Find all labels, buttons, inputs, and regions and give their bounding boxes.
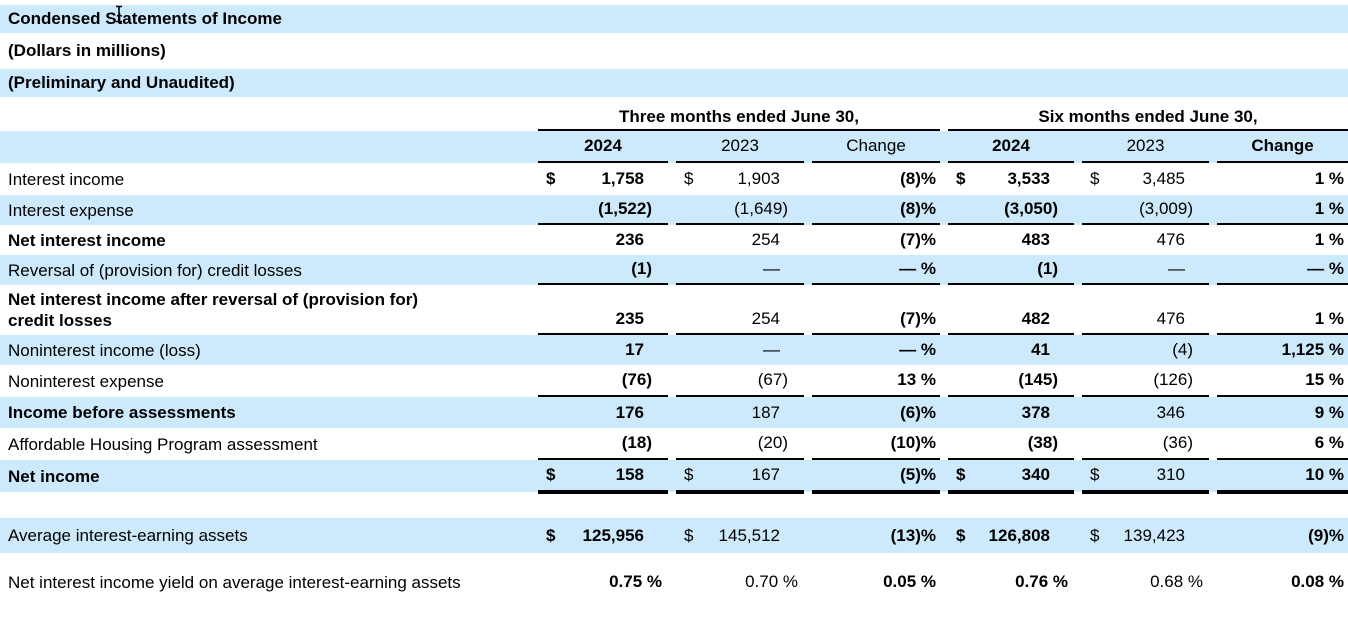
cell-value: 0.76 %	[1015, 572, 1068, 591]
dollar-sign: $	[684, 169, 694, 188]
cell-value: 9 %	[1314, 402, 1344, 422]
spacer-row	[0, 492, 1348, 518]
cell-3mo-change	[812, 163, 940, 195]
cell-3mo-2023	[676, 518, 804, 553]
cell-3mo-2023	[676, 255, 804, 285]
cell-value: (10)%	[890, 433, 936, 452]
cell-6mo-2024	[948, 553, 1074, 611]
table-row	[0, 285, 1348, 335]
cell-value: 3,485	[1142, 169, 1185, 188]
cell-value: 482	[1021, 309, 1050, 328]
row-label: Affordable Housing Program assessment	[8, 434, 318, 454]
cell-value: 1 %	[1314, 169, 1344, 188]
dollar-sign: $	[1090, 525, 1100, 545]
cell-value: — %	[899, 259, 936, 278]
group-six-months: Six months ended June 30,	[948, 107, 1348, 131]
table-row	[0, 460, 1348, 492]
col-header-6mo-2024: 2024	[948, 131, 1074, 163]
row-label: Noninterest expense	[8, 371, 164, 391]
cell-6mo-2023	[1082, 365, 1209, 397]
cell-value: 176	[615, 402, 644, 422]
cell-value: (20)	[757, 433, 788, 452]
cell-6mo-2024	[948, 335, 1074, 365]
cell-value: 476	[1156, 309, 1185, 328]
cell-value: 139,423	[1123, 525, 1185, 545]
cell-value: (126)	[1153, 370, 1193, 389]
text-cursor-icon	[112, 5, 126, 25]
cell-value: (8)%	[900, 169, 936, 188]
cell-value: 41	[1031, 340, 1050, 359]
cell-3mo-2023	[676, 163, 804, 195]
cell-6mo-change	[1217, 335, 1348, 365]
cell-3mo-2023	[676, 397, 804, 428]
cell-6mo-2024	[948, 195, 1074, 225]
cell-3mo-2024	[538, 553, 668, 611]
cell-value: 1 %	[1314, 230, 1344, 249]
cell-value: 310	[1156, 465, 1185, 484]
row-label: Interest income	[8, 169, 125, 189]
group-three-months: Three months ended June 30,	[538, 107, 940, 131]
cell-6mo-change	[1217, 195, 1348, 225]
cell-value: (3,009)	[1139, 199, 1193, 218]
cell-value: — %	[899, 340, 936, 359]
cell-value: 483	[1021, 230, 1050, 249]
row-label: Reversal of (provision for) credit losses	[8, 260, 302, 280]
table-row	[0, 518, 1348, 553]
cell-3mo-2023	[676, 553, 804, 611]
cell-value: 158	[615, 465, 644, 484]
dollar-sign: $	[956, 169, 966, 188]
row-label: Net income	[8, 466, 100, 486]
cell-value: (5)%	[900, 465, 936, 484]
cell-6mo-change	[1217, 397, 1348, 428]
cell-value: 0.05 %	[883, 572, 936, 591]
cell-value: 187	[751, 402, 780, 422]
cell-6mo-2023	[1082, 335, 1209, 365]
cell-value: 254	[751, 230, 780, 249]
cell-6mo-2024	[948, 518, 1074, 553]
cell-value: (67)	[757, 370, 788, 389]
cell-6mo-change	[1217, 428, 1348, 460]
column-header-spacer	[0, 131, 530, 163]
cell-3mo-change	[812, 285, 940, 335]
dollar-sign: $	[546, 465, 556, 484]
cell-6mo-2023	[1082, 518, 1209, 553]
cell-6mo-2024	[948, 163, 1074, 195]
cell-value: 236	[615, 230, 644, 249]
group-header-row	[0, 97, 1348, 131]
cell-6mo-change	[1217, 163, 1348, 195]
cell-value: 1 %	[1314, 309, 1344, 328]
cell-value: (6)%	[900, 402, 936, 422]
row-label: Income before assessments	[8, 403, 236, 422]
row-label: Net interest income	[8, 230, 166, 250]
cell-3mo-2024	[538, 285, 668, 335]
cell-value: (18)	[621, 433, 652, 452]
cell-value: 340	[1021, 465, 1050, 484]
units-subtitle: (Dollars in millions)	[8, 41, 166, 60]
cell-value: (4)	[1172, 340, 1193, 359]
cell-6mo-2024	[948, 255, 1074, 285]
cell-6mo-change	[1217, 285, 1348, 335]
cell-6mo-2024	[948, 365, 1074, 397]
cell-3mo-change	[812, 365, 940, 397]
cell-6mo-2024	[948, 225, 1074, 255]
col-header-3mo-2023: 2023	[676, 131, 804, 163]
dollar-sign: $	[684, 465, 694, 484]
table-row	[0, 553, 1348, 611]
dollar-sign: $	[1090, 169, 1100, 188]
cell-6mo-2023	[1082, 163, 1209, 195]
col-header-3mo-change: Change	[812, 131, 940, 163]
cell-value: 167	[751, 465, 780, 484]
cell-value: 476	[1156, 230, 1185, 249]
cell-3mo-2023	[676, 460, 804, 492]
cell-value: (3,050)	[1004, 199, 1058, 218]
cell-value: 1,903	[737, 169, 780, 188]
cell-3mo-change	[812, 195, 940, 225]
cell-value: 13 %	[897, 370, 936, 389]
cell-6mo-2024	[948, 460, 1074, 492]
cell-6mo-change	[1217, 460, 1348, 492]
cell-value: 1 %	[1314, 199, 1344, 218]
row-label: Net interest income yield on average interest-earning assets	[8, 572, 461, 592]
cell-value: —	[763, 340, 780, 359]
cell-3mo-2024	[538, 365, 668, 397]
cell-value: (1,522)	[598, 199, 652, 218]
dollar-sign: $	[546, 169, 556, 188]
cell-3mo-change	[812, 335, 940, 365]
cell-6mo-change	[1217, 225, 1348, 255]
cell-value: (7)%	[900, 230, 936, 249]
cell-3mo-2024	[538, 397, 668, 428]
cell-6mo-change	[1217, 255, 1348, 285]
cell-3mo-2024	[538, 225, 668, 255]
cell-6mo-change	[1217, 553, 1348, 611]
cell-value: 3,533	[1007, 169, 1050, 188]
cell-3mo-2024	[538, 195, 668, 225]
col-header-6mo-change: Change	[1217, 131, 1348, 163]
cell-value: 17	[625, 340, 644, 359]
cell-value: —	[763, 259, 780, 278]
row-label: Noninterest income (loss)	[8, 340, 201, 360]
cell-3mo-2023	[676, 195, 804, 225]
cell-value: (7)%	[900, 309, 936, 328]
cell-6mo-2023	[1082, 428, 1209, 460]
cell-value: (36)	[1162, 433, 1193, 452]
cell-3mo-change	[812, 460, 940, 492]
cell-6mo-2023	[1082, 460, 1209, 492]
cell-value: — %	[1307, 259, 1344, 278]
cell-3mo-change	[812, 553, 940, 611]
row-label: Net interest income after reversal of (provision for) credit losses	[8, 290, 418, 330]
cell-value: 1,125 %	[1281, 340, 1344, 359]
cell-value: 0.08 %	[1291, 572, 1344, 591]
cell-6mo-2024	[948, 397, 1074, 428]
cell-3mo-2023	[676, 335, 804, 365]
cell-value: (145)	[1018, 370, 1058, 389]
cell-value: 10 %	[1305, 465, 1344, 484]
cell-value: 6 %	[1314, 433, 1344, 452]
cell-3mo-2023	[676, 225, 804, 255]
cell-value: 235	[615, 309, 644, 328]
col-header-6mo-2023: 2023	[1082, 131, 1209, 163]
col-header-3mo-2024: 2024	[538, 131, 668, 163]
cell-value: 126,808	[988, 525, 1050, 545]
table-body	[0, 163, 1348, 611]
cell-3mo-change	[812, 255, 940, 285]
income-statement	[0, 5, 1348, 611]
table-row	[0, 163, 1348, 195]
cell-value: 0.68 %	[1150, 572, 1203, 591]
cell-value: 15 %	[1305, 370, 1344, 389]
cell-value: 125,956	[582, 525, 644, 545]
status-subtitle: (Preliminary and Unaudited)	[0, 69, 1348, 97]
table-row	[0, 397, 1348, 428]
statement-title: Condensed Statements of Income	[0, 5, 1348, 33]
row-label: Average interest-earning assets	[8, 526, 248, 545]
cell-3mo-2023	[676, 285, 804, 335]
cell-6mo-2024	[948, 285, 1074, 335]
dollar-sign: $	[956, 465, 966, 484]
cell-3mo-2023	[676, 365, 804, 397]
cell-value: (8)%	[900, 199, 936, 218]
table-row	[0, 225, 1348, 255]
cell-6mo-2023	[1082, 553, 1209, 611]
cell-6mo-change	[1217, 518, 1348, 553]
cell-3mo-change	[812, 397, 940, 428]
cell-value: (9)%	[1308, 525, 1344, 545]
cell-value: —	[1168, 259, 1185, 278]
cell-value: (76)	[621, 370, 652, 389]
row-label: Interest expense	[8, 200, 134, 220]
cell-value: 0.75 %	[609, 572, 662, 591]
cell-value: 378	[1021, 402, 1050, 422]
column-header-row	[0, 131, 1348, 163]
table-row	[0, 428, 1348, 460]
cell-6mo-2023	[1082, 397, 1209, 428]
cell-value: (13)%	[890, 525, 936, 545]
cell-3mo-change	[812, 225, 940, 255]
table-row	[0, 255, 1348, 285]
cell-3mo-2024	[538, 428, 668, 460]
cell-value: 346	[1156, 402, 1185, 422]
cell-value: (1)	[1037, 259, 1058, 278]
cell-6mo-change	[1217, 365, 1348, 397]
cell-3mo-change	[812, 428, 940, 460]
cell-6mo-2023	[1082, 225, 1209, 255]
cell-6mo-2023	[1082, 285, 1209, 335]
cell-3mo-2024	[538, 335, 668, 365]
cell-6mo-2023	[1082, 255, 1209, 285]
cell-value: (38)	[1027, 433, 1058, 452]
cell-value: (1,649)	[734, 199, 788, 218]
cell-value: 145,512	[718, 525, 780, 545]
cell-value: 254	[751, 309, 780, 328]
cell-6mo-2024	[948, 428, 1074, 460]
cell-3mo-change	[812, 518, 940, 553]
dollar-sign: $	[546, 525, 556, 545]
cell-value: 1,758	[601, 169, 644, 188]
cell-value: 0.70 %	[745, 572, 798, 591]
cell-3mo-2024	[538, 460, 668, 492]
cell-6mo-2023	[1082, 195, 1209, 225]
table-row	[0, 335, 1348, 365]
cell-value: (1)	[631, 259, 652, 278]
cell-3mo-2024	[538, 518, 668, 553]
dollar-sign: $	[956, 525, 966, 545]
dollar-sign: $	[684, 525, 694, 545]
cell-3mo-2023	[676, 428, 804, 460]
table-row	[0, 365, 1348, 397]
cell-3mo-2024	[538, 255, 668, 285]
table-row	[0, 195, 1348, 225]
cell-3mo-2024	[538, 163, 668, 195]
dollar-sign: $	[1090, 465, 1100, 484]
